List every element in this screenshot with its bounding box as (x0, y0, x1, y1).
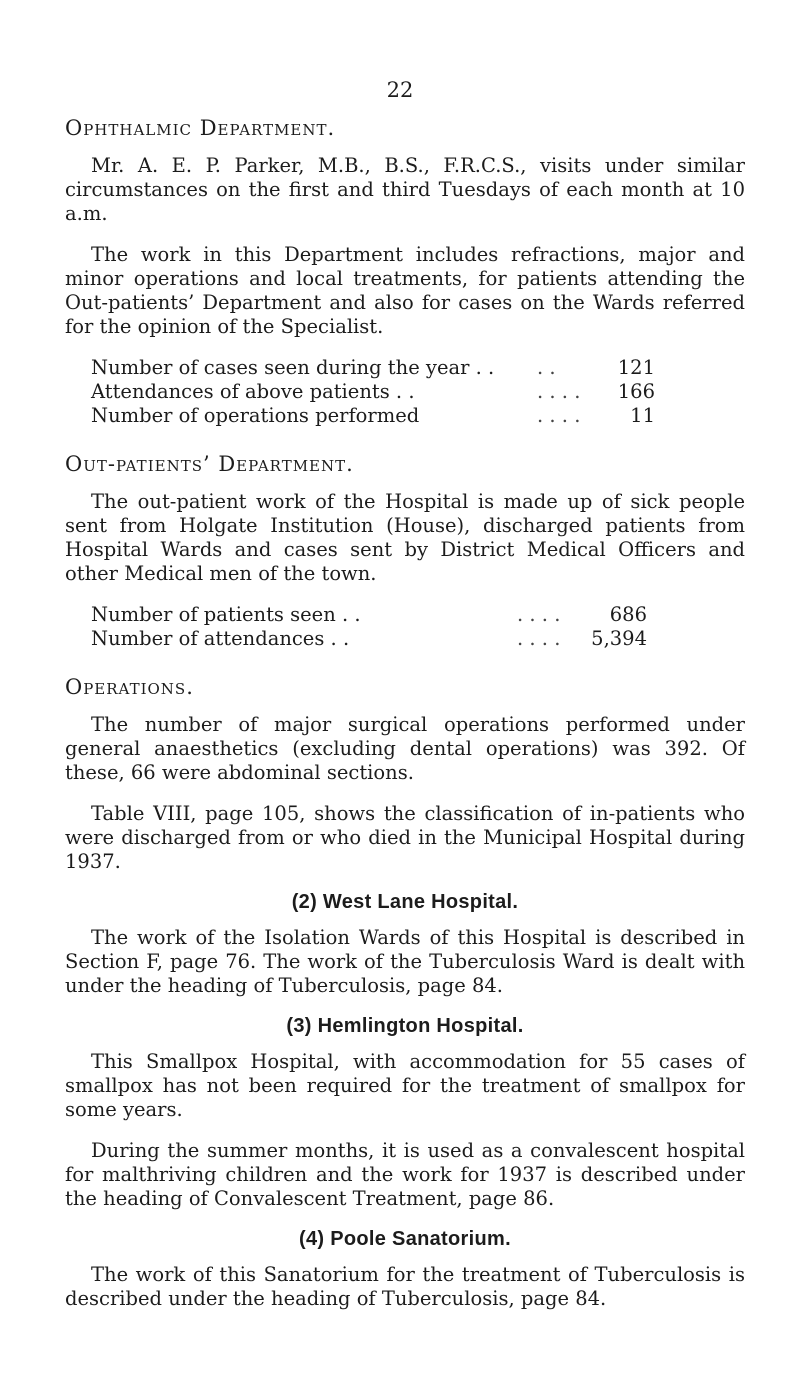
stat-value: 686 (609, 603, 647, 626)
paragraph: This Smallpox Hospital, with accommodation for 55 cases of smallpox has not been required for the treatment of smallpox for some years. (65, 1050, 745, 1121)
paragraph: The out-patient work of the Hospital is made up of sick people sent from Holgate Institution (House), discharged patients from Hospital Wards and cases sent by District Medical Officers and other Medical men of the town. (65, 490, 745, 585)
stat-value: 121 (617, 356, 655, 379)
paragraph: The work of the Isolation Wards of this Hospital is described in Section F, page 76. The work of the Tuberculosis Ward is dealt with under the heading of Tuberculosis, page 84. (65, 926, 745, 997)
section-heading-operations: Operations. (65, 675, 194, 699)
subsection-heading-poole: (4) Poole Sanatorium. (299, 1228, 511, 1250)
subsection-heading-west-lane: (2) West Lane Hospital. (291, 891, 519, 913)
stat-value: 11 (630, 404, 655, 427)
operations-section (65, 675, 745, 874)
leader-dots: . . . . (537, 404, 581, 427)
hemlington-section (65, 1015, 745, 1211)
stat-label: Number of patients seen . . (91, 603, 361, 626)
paragraph: Mr. A. E. P. Parker, M.B., B.S., F.R.C.S., visits under similar circumstances on the first and third Tuesdays of each month at 10 a.m. (65, 154, 745, 225)
document-body (65, 116, 745, 1328)
paragraph: During the summer months, it is used as a convalescent hospital for malthriving children and the work for 1937 is described under the heading of Convalescent Treatment, page 86. (65, 1139, 745, 1210)
stat-label: Number of operations performed (91, 404, 420, 427)
stat-label: Number of cases seen during the year . . (91, 356, 495, 379)
leader-dots: . . . . (517, 627, 561, 650)
paragraph: The number of major surgical operations performed under general anaesthetics (excluding dental operations) was 392. Of these, 66 were abdominal sections. (65, 713, 745, 784)
stat-row (91, 627, 745, 651)
stat-label: Number of attendances . . (91, 627, 350, 650)
leader-dots: . . . . (517, 603, 561, 626)
paragraph: Table VIII, page 105, shows the classification of in-patients who were discharged from or who died in the Municipal Hospital during 1937. (65, 802, 745, 873)
stat-row (91, 603, 745, 627)
leader-dots: . . (537, 356, 556, 379)
ophthalmic-section (65, 116, 745, 428)
paragraph: The work of this Sanatorium for the treatment of Tuberculosis is described under the heading of Tuberculosis, page 84. (65, 1263, 745, 1310)
poole-section (65, 1228, 745, 1311)
stat-row (91, 356, 745, 380)
section-heading-outpatients: Out-patients’ Department. (65, 452, 354, 476)
ophthalmic-stats (91, 356, 745, 428)
west-lane-section (65, 891, 745, 998)
stat-value: 5,394 (591, 627, 647, 650)
stat-value: 166 (617, 380, 655, 403)
paragraph: The work in this Department includes refractions, major and minor operations and local treatments, for patients attending the Out-patients’ Department and also for cases on the Wards referred for the opinion of the Specialist. (65, 243, 745, 338)
section-heading-ophthalmic: Ophthalmic Department. (65, 116, 336, 140)
outpatients-stats (91, 603, 745, 651)
subsection-heading-hemlington: (3) Hemlington Hospital. (286, 1015, 524, 1037)
leader-dots: . . . . (537, 380, 581, 403)
stat-label: Attendances of above patients . . (91, 380, 415, 403)
stat-row (91, 404, 745, 428)
outpatients-section (65, 452, 745, 651)
page-number: 22 (386, 78, 414, 102)
stat-row (91, 380, 745, 404)
